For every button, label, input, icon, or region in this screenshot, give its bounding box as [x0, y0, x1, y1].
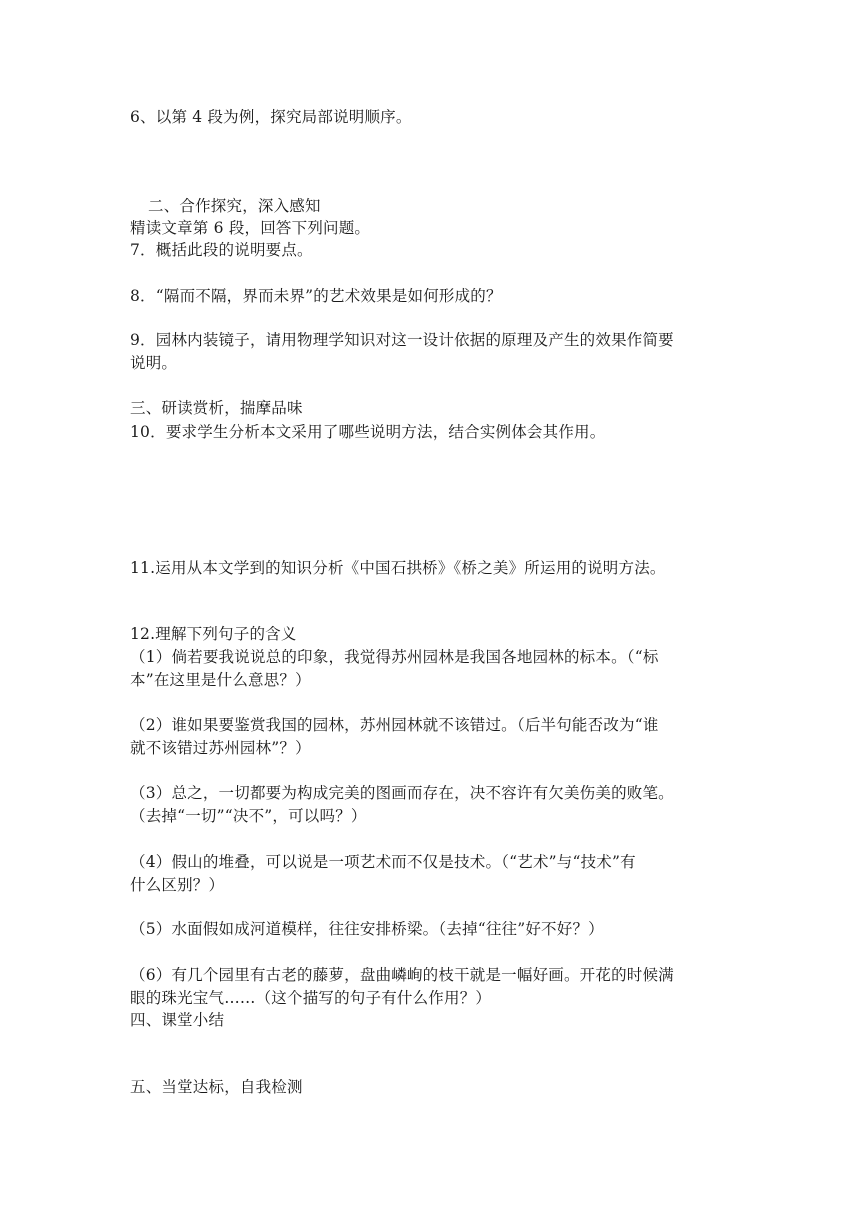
sentence-6-line-1: （6）有几个园里有古老的藤萝，盘曲嶙峋的枝干就是一幅好画。开花的时候满 [130, 966, 674, 984]
sentence-3-line-2: （去掉“一切”“决不”，可以吗？） [130, 807, 367, 825]
sentence-4-line-1: （4）假山的堆叠，可以说是一项艺术而不仅是技术。（“艺术”与“技术”有 [130, 853, 636, 871]
sentence-2-line-1: （2）谁如果要鉴赏我国的园林，苏州园林就不该错过。（后半句能否改为“谁 [130, 716, 659, 734]
question-6: 6、以第 4 段为例，探究局部说明顺序。 [130, 108, 412, 126]
sentence-1-line-1: （1）倘若要我说说总的印象，我觉得苏州园林是我国各地园林的标本。（“标 [130, 648, 659, 666]
question-7: 7．概括此段的说明要点。 [130, 241, 313, 259]
sentence-1-line-2: 本”在这里是什么意思？） [130, 671, 311, 689]
question-12: 12.理解下列句子的含义 [130, 625, 297, 643]
section-3-heading: 三、研读赏析，揣摩品味 [130, 399, 303, 417]
question-9-line-2: 说明。 [130, 354, 178, 372]
section-5-heading: 五、当堂达标，自我检测 [130, 1078, 303, 1096]
sentence-3-line-1: （3）总之，一切都要为构成完美的图画而存在，决不容许有欠美伤美的败笔。 [130, 784, 674, 802]
question-10: 10．要求学生分析本文采用了哪些说明方法，结合实例体会其作用。 [130, 423, 606, 441]
section-4-heading: 四、课堂小结 [130, 1011, 225, 1029]
sentence-6-line-2: 眼的珠光宝气……（这个描写的句子有什么作用？） [130, 989, 492, 1007]
section-2-intro: 精读文章第 6 段，回答下列问题。 [130, 219, 371, 237]
section-2-heading: 二、合作探究，深入感知 [148, 197, 321, 215]
sentence-4-line-2: 什么区别？） [130, 876, 225, 894]
question-8: 8．“隔而不隔，界而未界”的艺术效果是如何形成的？ [130, 287, 502, 305]
question-11: 11.运用从本文学到的知识分析《中国石拱桥》《桥之美》所运用的说明方法。 [130, 559, 666, 577]
sentence-2-line-2: 就不该错过苏州园林”？） [130, 739, 311, 757]
sentence-5: （5）水面假如成河道模样，往往安排桥梁。（去掉“往往”好不好？） [130, 920, 604, 938]
question-9-line-1: 9．园林内装镜子，请用物理学知识对这一设计依据的原理及产生的效果作简要 [130, 331, 674, 349]
